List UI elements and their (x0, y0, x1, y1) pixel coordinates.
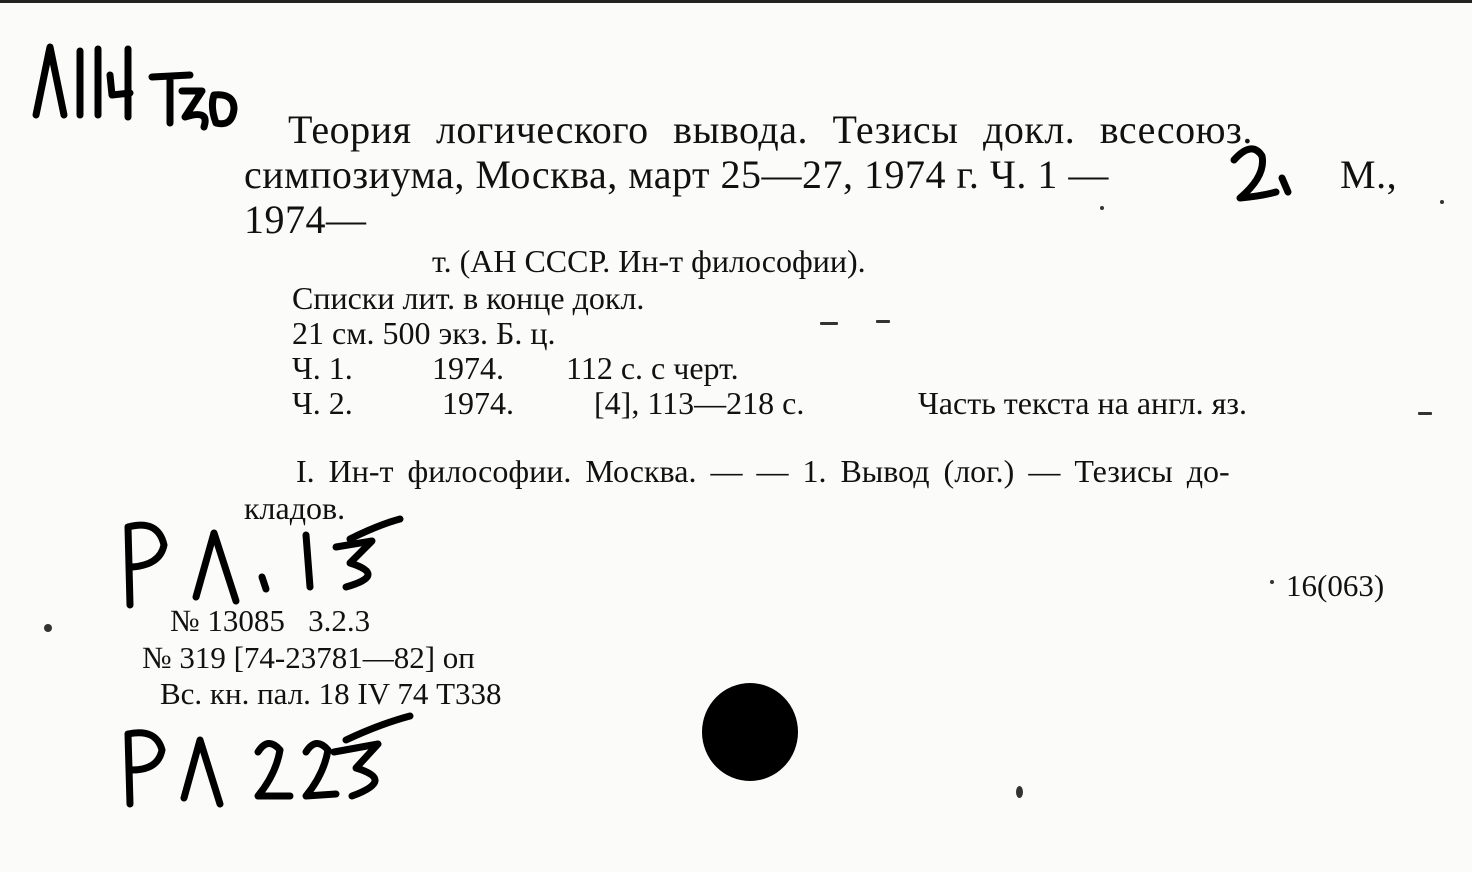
speck (1100, 206, 1104, 210)
title-line-2a: симпозиума, Москва, март 25—27, 1974 г. Ч. 1 — (244, 152, 1109, 197)
series-line: т. (АН СССР. Ин-т философии). (432, 243, 866, 279)
title-line-1: Теория логического вывода. Тезисы докл. всесоюз. (288, 107, 1253, 152)
part2-year: 1974. (442, 385, 514, 421)
part1-year: 1974. (432, 350, 504, 386)
accession-line-3: Вс. кн. пал. 18 IV 74 Т338 (160, 676, 502, 711)
part1-label: Ч. 1. (292, 350, 353, 386)
accession-line-2: № 319 [74-23781—82] оп (142, 640, 475, 675)
speck (1418, 412, 1432, 415)
classification-number: 16(063) (1286, 568, 1385, 603)
accession-line-1: № 13085 3.2.3 (170, 603, 371, 638)
punch-hole (702, 683, 798, 781)
notes-bibliography: Списки лит. в конце докл. (292, 280, 645, 316)
speck (1016, 786, 1023, 798)
speck (820, 322, 838, 325)
tracing-line-1: I. Ин-т философии. Москва. — — 1. Вывод (лог.) — Тезисы до- (296, 453, 1230, 489)
handwritten-mark-rl225 (110, 700, 430, 815)
tracing-line-2: кладов. (244, 490, 346, 526)
speck (1440, 200, 1444, 204)
title-line-3: 1974— (244, 197, 367, 242)
speck (876, 320, 890, 323)
title-line-2b: М., (1340, 152, 1398, 197)
handwritten-shelfmark-top (20, 35, 260, 135)
part1-pages: 112 с. с черт. (566, 350, 739, 386)
handwritten-part-number (1222, 140, 1302, 210)
part2-label: Ч. 2. (292, 385, 353, 421)
notes-physical: 21 см. 500 экз. Б. ц. (292, 315, 556, 351)
speck (1270, 580, 1274, 584)
part2-pages: [4], 113—218 с. (594, 385, 805, 421)
speck (44, 624, 52, 632)
part2-language-note: Часть текста на англ. яз. (918, 385, 1247, 421)
